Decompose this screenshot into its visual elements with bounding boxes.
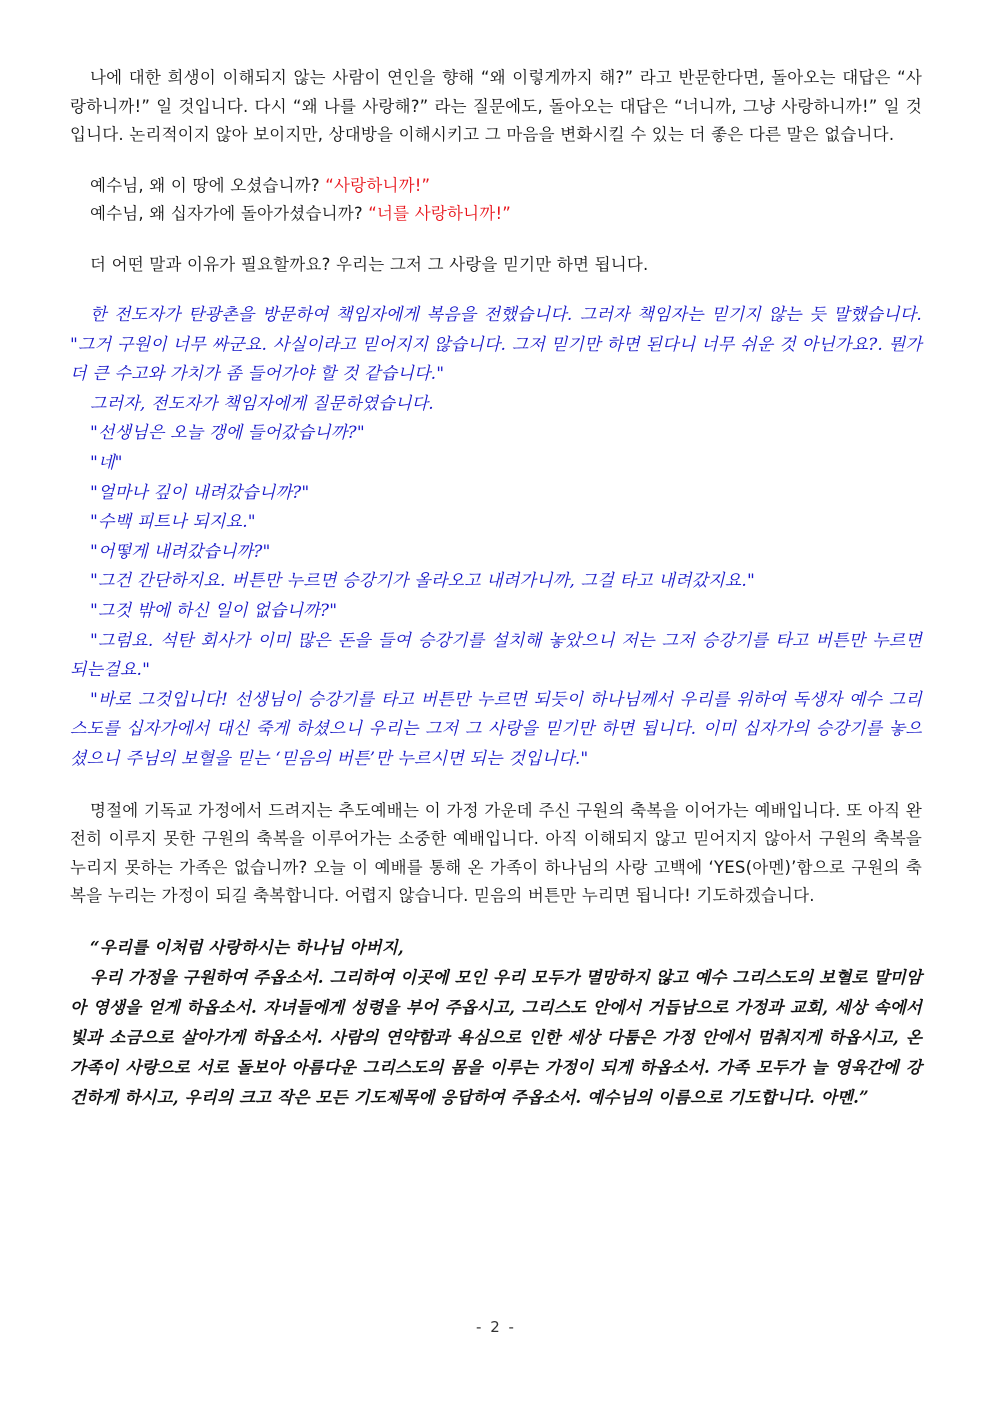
page-number: - 2 -: [476, 1318, 516, 1336]
story-line: "수백 피트나 되지요.": [90, 512, 256, 533]
story-line: "그것 밖에 하신 일이 없습니까?": [90, 600, 338, 621]
qa-question-2: 예수님, 왜 십자가에 돌아가셨습니까?: [90, 204, 369, 223]
qa-question-1: 예수님, 왜 이 땅에 오셨습니까?: [90, 175, 326, 195]
qa-answer-2: “너를 사랑하니까!”: [368, 204, 512, 223]
story-line: "얼마나 깊이 내려갔습니까?": [90, 482, 310, 503]
prayer-block: [70, 933, 922, 1113]
illustration-story: [70, 301, 922, 775]
reflection-paragraph: 더 어떤 말과 이유가 필요할까요? 우리는 그저 그 사랑을 믿기만 하면 됩니다.: [90, 254, 649, 274]
story-line: "그건 간단하지요. 버튼만 누르면 승강기가 올라오고 내려가니까, 그걸 타고 내려갔지요.": [90, 571, 756, 592]
story-line: "선생님은 오늘 갱에 들어갔습니까?": [90, 423, 365, 444]
story-line: "네": [90, 452, 123, 473]
qa-answer-1: “사랑하니까!”: [325, 175, 431, 195]
prayer-opening: “우리를 이처럼 사랑하시는 하나님 아버지,: [90, 937, 404, 957]
intro-paragraph: 나에 대한 희생이 이해되지 않는 사람이 연인을 향해 “왜 이렇게까지 해?” 라고 반문한다면, 돌아오는 대답은 “사랑하니까!” 일 것입니다. 다시 “왜 나를 사랑해?” 라는 질문에도, 돌아오는 대답은 “너니까, 그냥 사랑하니까!” 일 것입니다. 논리적이지 않아 보이지만, 상대방을 이해시키고 그 마음을 변화시킬 수 있는 더 좋은 다른 말은 없습니다.: [70, 68, 922, 144]
story-line: 그러자, 전도자가 책임자에게 질문하였습니다.: [90, 393, 434, 414]
closing-paragraph: 명절에 기독교 가정에서 드려지는 추도예배는 이 가정 가운데 주신 구원의 축복을 이어가는 예배입니다. 또 아직 완전히 이루지 못한 구원의 축복을 이루어가는 소중한 예배입니다. 아직 이해되지 않고 믿어지지 않아서 구원의 축복을 누리지 못하는 가족은 없습니까? 오늘 이 예배를 통해 온 가족이 하나님의 사랑 고백에 ‘YES(아멘)’함으로 구원의 축복을 누리는 가정이 되길 축복합니다. 어렵지 않습니다. 믿음의 버튼만 누리면 됩니다! 기도하겠습니다.: [70, 800, 922, 905]
qa-line-1: [70, 172, 922, 201]
story-line: "바로 그것입니다! 선생님이 승강기를 타고 버튼만 누르면 되듯이 하나님께서 우리를 위하여 독생자 예수 그리스도를 십자가에서 대신 죽게 하셨으니 우리는 그저 그 사랑을 믿기만 하면 됩니다. 이미 십자가의 승강기를 놓으셨으니 주님의 보혈을 믿는 ‘믿음의 버튼’만 누르시면 되는 것입니다.": [70, 689, 922, 769]
story-line: 한 전도자가 탄광촌을 방문하여 책임자에게 복음을 전했습니다. 그러자 책임자는 믿기지 않는 듯 말했습니다. "그거 구원이 너무 싸군요. 사실이라고 믿어지지 않습니다. 그저 믿기만 하면 된다니 너무 쉬운 것 아닌가요?. 뭔가 더 큰 수고와 가치가 좀 들어가야 할 것 같습니다.": [70, 305, 922, 385]
story-line: "어떻게 내려갔습니까?": [90, 541, 271, 562]
document-page: [70, 64, 922, 1113]
qa-line-2: [70, 200, 922, 229]
prayer-body: 우리 가정을 구원하여 주옵소서. 그리하여 이곳에 모인 우리 모두가 멸망하지 않고 예수 그리스도의 보혈로 말미암아 영생을 얻게 하옵소서. 자녀들에게 성령을 부어 주옵시고, 그리스도 안에서 거듭남으로 가정과 교회, 세상 속에서 빛과 소금으로 살아가게 하옵소서. 사람의 연약함과 욕심으로 인한 세상 다툼은 가정 안에서 멈춰지게 하옵시고, 온 가족이 사랑으로 서로 돌보아 아름다운 그리스도의 몸을 이루는 가정이 되게 하옵소서. 가족 모두가 늘 영육간에 강건하게 하시고, 우리의 크고 작은 모든 기도제목에 응답하여 주옵소서. 예수님의 이름으로 기도합니다. 아멘.”: [70, 967, 922, 1107]
story-line: "그럼요. 석탄 회사가 이미 많은 돈을 들여 승강기를 설치해 놓았으니 저는 그저 승강기를 타고 버튼만 누르면 되는걸요.": [70, 630, 922, 681]
